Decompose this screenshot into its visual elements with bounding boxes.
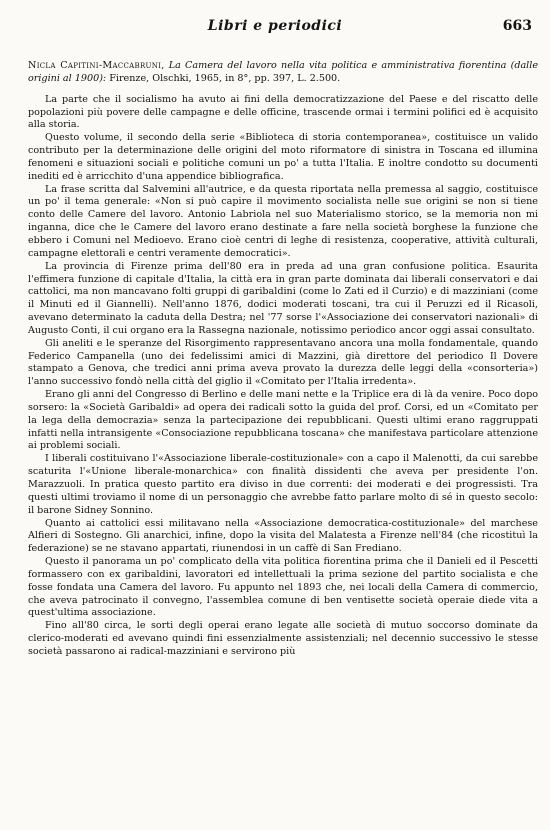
page-header bbox=[0, 0, 550, 44]
paragraph: Gli aneliti e le speranze del Risorgimento rappresentavano ancora una molla fondamentale, quando Federico Campanella (uno dei fedelissimi amici di Mazzini, già direttore del periodico Il Dovere stampato a Genova, che tredici anni prima aveva provato la durezza delle leggi della «consorteria») l'anno successivo fondò nella città del giglio il «Comitato per l'Italia irredenta». bbox=[28, 337, 538, 388]
page-number: 663 bbox=[502, 18, 532, 34]
paragraph: La parte che il socialismo ha avuto ai fini della democratizzazione del Paese e del riscatto delle popolazioni più povere delle campagne e delle officine, trascende ormai i termini polifici ed è acquisito alla storia. bbox=[28, 93, 538, 131]
paragraph: Questo volume, il secondo della serie «Biblioteca di storia contemporanea», costituisce un valido contributo per la determinazione delle origini del moto riformatore di sinistra in Toscana ed illumina fenomeni e situazioni sociali e politiche comuni un po' a tutta l'Italia. E inoltre condotto su documenti inediti ed è arricchito d'una appendice bibliografica. bbox=[28, 132, 538, 182]
paragraph: Fino all'80 circa, le sorti degli operai erano legate alle società di mutuo soccorso dominate da clerico-moderati ed avevano quindi fini essenzialmente assistenziali; nel decennio successivo le stesse società passarono ai radical-mazziniani e servirono più bbox=[28, 620, 538, 657]
reviewed-work-title: La Camera del lavoro nella vita politica e amministrativa fiorentina (dalle origini al 1900): bbox=[28, 60, 538, 84]
reviewed-work-imprint: Firenze, Olschki, 1965, in 8°, pp. 397, L. 2.500. bbox=[109, 72, 341, 84]
review-body bbox=[28, 60, 538, 659]
paragraph: Questo il panorama un po' complicato della vita politica fiorentina prima che il Danieli ed il Pescetti formassero con ex garibaldini, lavoratori ed intellettuali la prima sezione del partito socialista e che fosse fondata una Camera del lavoro. Fu appunto nel 1893 che, nei locali della Camera di commercio, che aveva patrocinato il convegno, l'assemblea comune di ben ventisette società operaie diede vita a quest'ultima associazione. bbox=[28, 556, 538, 619]
bibliographic-reference bbox=[28, 60, 538, 86]
running-title: Libri e periodici bbox=[207, 18, 343, 34]
reviewed-author: Nicla Capitini-Maccabruni, bbox=[28, 60, 165, 71]
paragraph: La frase scritta dal Salvemini all'autrice, e da questa riportata nella premessa al saggio, costituisce un po' il tema generale: «Non si può capire il movimento socialista nelle sue origini se non si tiene conto delle Camere del lavoro. Antonio Labriola nel suo Materialismo storico, se la memoria non mi inganna, dice che le Camere del lavoro erano destinate a fare nella società borghese la funzione che ebbero i Comuni nel Medioevo. Erano cioè centri di leghe di resistenza, cooperative, attività culturali, campagne elettorali e centri veramente democratici». bbox=[28, 183, 538, 259]
paragraph: Erano gli anni del Congresso di Berlino e delle mani nette e la Triplice era di là da venire. Poco dopo sorsero: la «Società Garibaldi» ad opera dei radicali sotto la guida del prof. Corsi, ed un «Comitato per la lega della democrazia» senza la partecipazione dei repubblicani. Questi ultimi erano raggruppati infatti nella intransigente «Consociazione repubblicana toscana» che manifestava particolare attenzione ai problemi sociali. bbox=[28, 389, 538, 452]
paragraph: Quanto ai cattolici essi militavano nella «Associazione democratica-costituzionale» del marchese Alfieri di Sostegno. Gli anarchici, infine, dopo la visita del Malatesta a Firenze nell'84 (che ricostituì la federazione) se ne stavano appartati, riunendosi in un caffè di San Frediano. bbox=[28, 517, 538, 555]
paragraph: I liberali costituivano l'«Associazione liberale-costituzionale» con a capo il Malenotti, da cui sarebbe scaturita l'«Unione liberale-monarchica» con finalità dissidenti che aveva per presidente l'on. Marazzuoli. In pratica questo partito era diviso in due correnti: dei moderati e dei progressisti. Tra questi ultimi troviamo il nome di un personaggio che avrebbe fatto parlare molto di sé in questo secolo: il barone Sidney Sonnino. bbox=[28, 453, 538, 516]
paragraph: La provincia di Firenze prima dell'80 era in preda ad una gran confusione politica. Esaurita l'effimera funzione di capitale d'Italia, la città era in gran parte dominata dai liberali conservatori e dai cattolici, ma non mancavano folti gruppi di garibaldini (come lo Zati ed il Curzio) e di mazziniani (come il Minuti ed il Giannelli). Nell'anno 1876, dodici moderati toscani, tra cui il Peruzzi ed il Ricasoli, avevano determinato la caduta della Destra; nel '77 sorse l'«Associazione dei conservatori nazionali» di Augusto Conti, il cui organo era la Rassegna nazionale, notissimo periodico ancor oggi assai consultato. bbox=[28, 260, 538, 336]
